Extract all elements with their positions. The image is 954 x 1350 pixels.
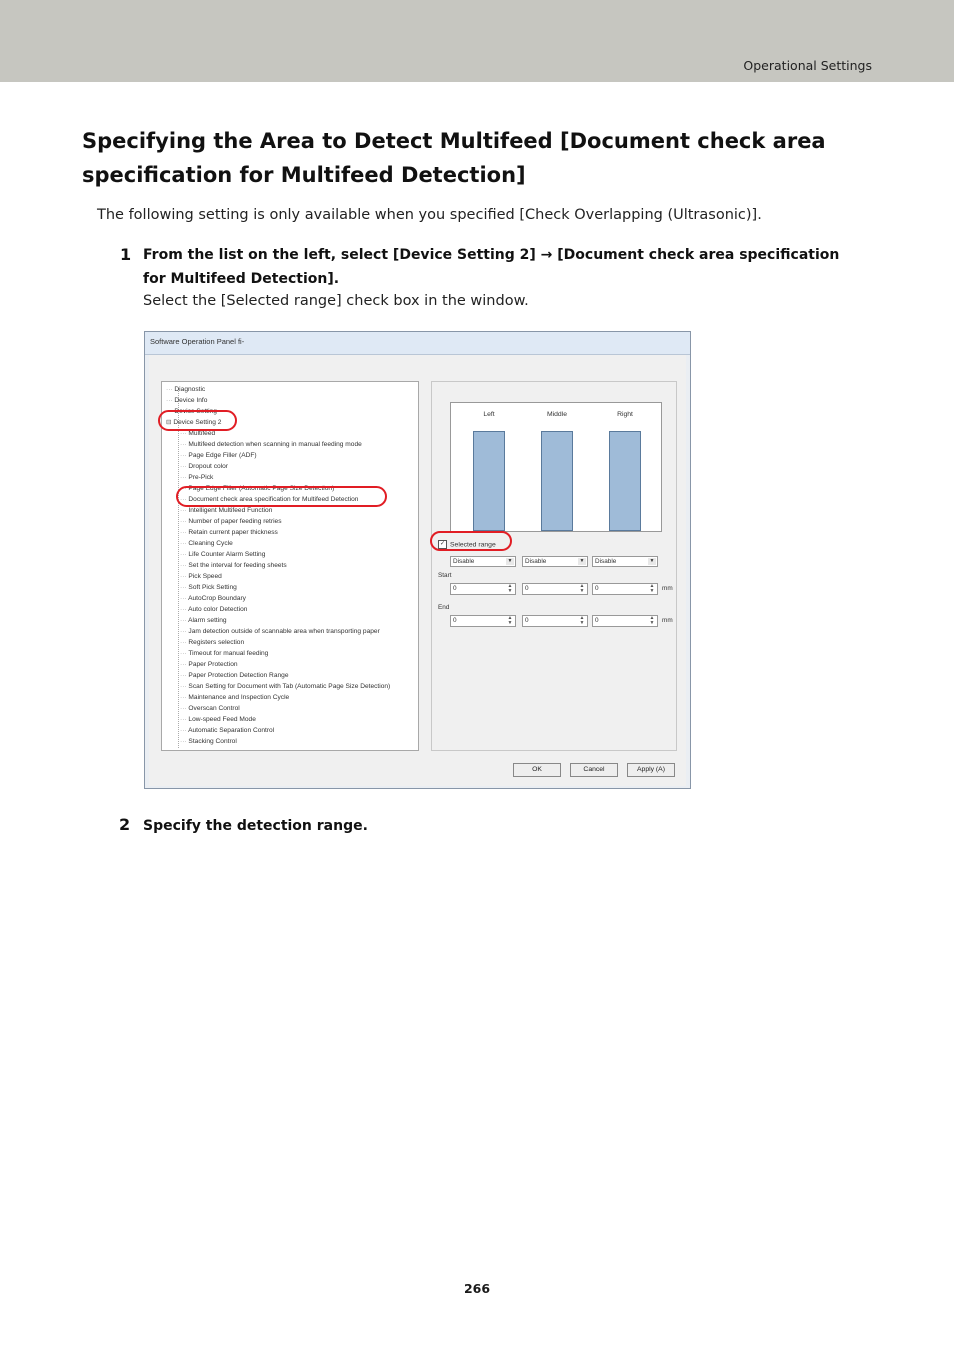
spin-arrows-icon: ▲ ▼: [649, 583, 655, 594]
tree-item[interactable]: ··· Paper Protection: [180, 661, 238, 669]
highlight-selected-range: [430, 531, 512, 551]
column-bar-middle: [541, 431, 573, 531]
selected-range-label: Selected range: [450, 541, 496, 549]
tree-item[interactable]: ··· Overscan Control: [180, 705, 240, 713]
dropdown-arrow-icon: ▼: [649, 558, 655, 564]
end-right-value: 0: [595, 617, 599, 624]
tree-item[interactable]: ··· Maintenance and Inspection Cycle: [180, 694, 289, 702]
end-left-spin[interactable]: [450, 615, 516, 627]
tree-item[interactable]: ··· Pre-Pick: [180, 474, 213, 482]
dropdown-arrow-icon: ▼: [507, 558, 513, 564]
combo-middle-value: Disable: [525, 558, 547, 565]
column-label-left: Left: [483, 411, 495, 418]
tree-item[interactable]: ··· Set the interval for feeding sheets: [180, 562, 287, 570]
tree-item[interactable]: ··· Number of paper feeding retries: [180, 518, 282, 526]
spin-arrows-icon: ▲ ▼: [579, 615, 585, 626]
column-label-middle: Middle: [546, 411, 568, 418]
tree-item[interactable]: ··· Retain current paper thickness: [180, 529, 278, 537]
tree-item[interactable]: ··· Alarm setting: [180, 617, 227, 625]
tree-item[interactable]: ··· Document check area specification for Multifeed Detection: [180, 496, 358, 504]
tree-item[interactable]: ··· Pick Speed: [180, 573, 222, 581]
area-preview: [450, 402, 662, 532]
tree-item[interactable]: ··· Page Edge Filler (Automatic Page Size Detection): [180, 485, 334, 493]
tree-item[interactable]: ··· Stacking Control: [180, 738, 237, 746]
end-left-value: 0: [453, 617, 457, 624]
tree-item[interactable]: ··· Jam detection outside of scannable area when transporting paper: [180, 628, 380, 636]
step-1-sub: Select the [Selected range] check box in the window.: [143, 293, 529, 309]
spin-arrows-icon: ▲ ▼: [579, 583, 585, 594]
tree-item[interactable]: ··· Soft Pick Setting: [180, 584, 237, 592]
tree-item[interactable]: ··· Timeout for manual feeding: [180, 650, 268, 658]
spin-arrows-icon: ▲ ▼: [507, 615, 513, 626]
start-middle-spin[interactable]: [522, 583, 588, 595]
end-label: End: [438, 604, 450, 611]
spin-arrows-icon: ▲ ▼: [507, 583, 513, 594]
combo-middle[interactable]: [522, 556, 588, 567]
page-number: 266: [463, 1281, 491, 1296]
column-bar-left: [473, 431, 505, 531]
tree-item[interactable]: ··· Device Setting: [166, 408, 217, 416]
tree-item[interactable]: ··· Multifeed: [180, 430, 215, 438]
intro-text: The following setting is only available when you specified [Check Overlapping (Ultrasonic)].: [97, 207, 762, 223]
step-1-text: From the list on the left, select [Device Setting 2] → [Document check area specification for Multifeed Detection].: [143, 247, 840, 287]
tree-item[interactable]: ··· Dropout color: [180, 463, 228, 471]
tree-item[interactable]: ··· Cleaning Cycle: [180, 540, 233, 548]
start-right-value: 0: [595, 585, 599, 592]
dialog-titlebar: [145, 332, 690, 355]
page-heading: Specifying the Area to Detect Multifeed [Document check area specification for Multifeed Detection]: [82, 129, 826, 187]
start-right-spin[interactable]: [592, 583, 658, 595]
end-middle-spin[interactable]: [522, 615, 588, 627]
settings-tree[interactable]: [161, 381, 419, 751]
step-2-text: Specify the detection range.: [143, 818, 368, 834]
end-unit: mm: [662, 617, 673, 624]
combo-left[interactable]: [450, 556, 516, 567]
column-bar-right: [609, 431, 641, 531]
dropdown-arrow-icon: ▼: [579, 558, 585, 564]
detection-area-panel: [431, 381, 677, 751]
tree-item[interactable]: ··· Auto color Detection: [180, 606, 247, 614]
tree-guide-line: [178, 388, 179, 748]
step-1-number: 1: [120, 245, 132, 264]
software-operation-panel-dialog: [144, 331, 691, 789]
tree-item[interactable]: ··· Multifeed detection when scanning in manual feeding mode: [180, 441, 362, 449]
tree-item[interactable]: ··· Page Edge Filler (ADF): [180, 452, 257, 460]
combo-right-value: Disable: [595, 558, 617, 565]
section-title: Operational Settings: [743, 58, 872, 73]
column-label-right: Right: [617, 411, 633, 418]
tree-item[interactable]: ··· Scan Setting for Document with Tab (Automatic Page Size Detection): [180, 683, 390, 691]
cancel-button[interactable]: Cancel: [570, 763, 618, 777]
tree-item[interactable]: ··· Paper Protection Detection Range: [180, 672, 289, 680]
step-2-number: 2: [119, 815, 131, 834]
spin-arrows-icon: ▲ ▼: [649, 615, 655, 626]
combo-left-value: Disable: [453, 558, 475, 565]
tree-item[interactable]: ··· Intelligent Multifeed Function: [180, 507, 272, 515]
tree-item[interactable]: ⊟ Device Setting 2: [166, 419, 221, 427]
dialog-title: Software Operation Panel fi-: [150, 337, 245, 346]
tree-item[interactable]: ··· Life Counter Alarm Setting: [180, 551, 265, 559]
start-middle-value: 0: [525, 585, 529, 592]
end-middle-value: 0: [525, 617, 529, 624]
start-left-spin[interactable]: [450, 583, 516, 595]
highlight-document-check-area: [176, 486, 387, 507]
end-right-spin[interactable]: [592, 615, 658, 627]
apply-button[interactable]: Apply (A): [627, 763, 675, 777]
start-unit: mm: [662, 585, 673, 592]
tree-item[interactable]: ··· Diagnostic: [166, 386, 205, 394]
tree-item[interactable]: ··· Automatic Separation Control: [180, 727, 274, 735]
tree-item[interactable]: ··· Device Info: [166, 397, 207, 405]
tree-item[interactable]: ··· AutoCrop Boundary: [180, 595, 246, 603]
start-left-value: 0: [453, 585, 457, 592]
highlight-device-setting-2: [158, 410, 237, 431]
tree-item[interactable]: ··· Registers selection: [180, 639, 244, 647]
start-label: Start: [438, 572, 452, 579]
checkmark-icon: ✓: [439, 541, 446, 547]
combo-right[interactable]: [592, 556, 658, 567]
tree-item[interactable]: ··· Low-speed Feed Mode: [180, 716, 256, 724]
ok-button[interactable]: OK: [513, 763, 561, 777]
